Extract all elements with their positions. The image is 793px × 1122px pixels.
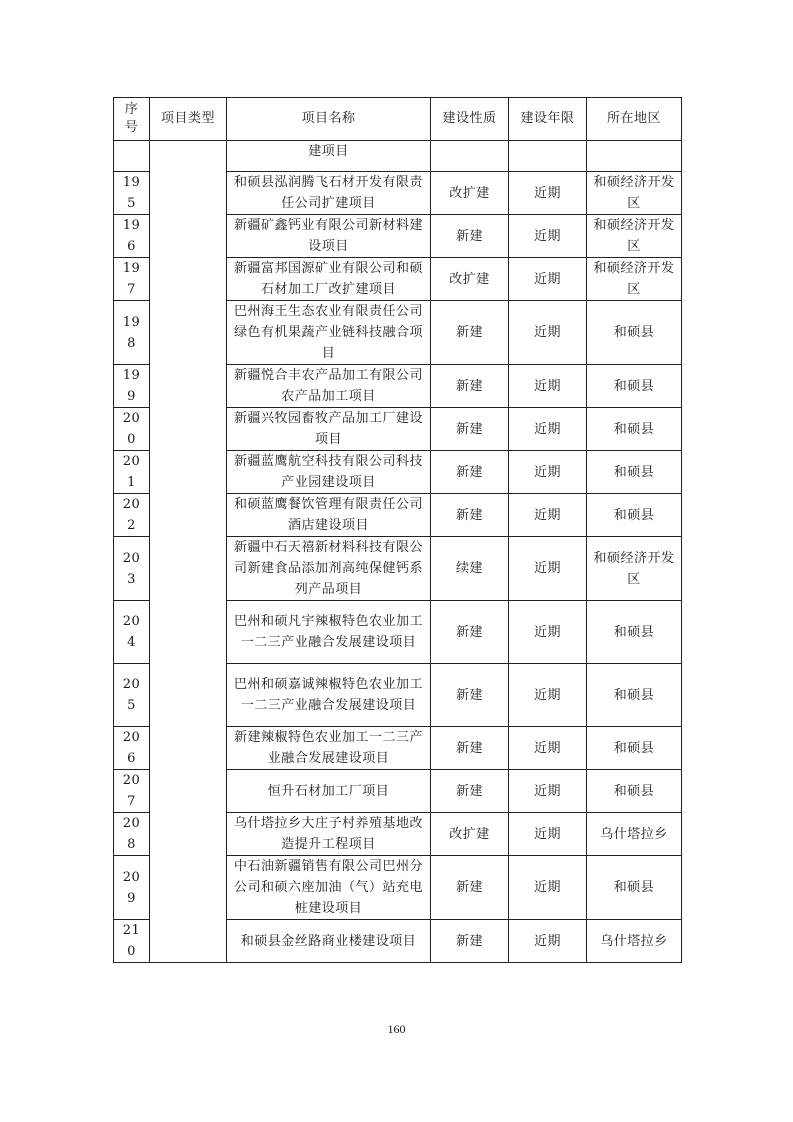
cell-seq: 196: [114, 215, 150, 258]
cell-name: 和硕蓝鹰餐饮管理有限责任公司酒店建设项目: [227, 494, 431, 537]
cell-term: 近期: [509, 365, 587, 408]
continued-row: [114, 141, 682, 172]
cell-region: 和硕经济开发区: [587, 172, 682, 215]
cell-seq: 201: [114, 451, 150, 494]
cell-nature: 新建: [431, 664, 509, 727]
cell-nature: [431, 141, 509, 172]
cell-term: 近期: [509, 172, 587, 215]
cell-region: 乌什塔拉乡: [587, 813, 682, 856]
cell-seq: 197: [114, 258, 150, 301]
header-nature: 建设性质: [431, 98, 509, 141]
cell-name: 新疆中石天禧新材料科技有限公司新建食品添加剂高纯保健钙系列产品项目: [227, 537, 431, 601]
header-region: 所在地区: [587, 98, 682, 141]
cell-term: 近期: [509, 408, 587, 451]
cell-name: 新疆矿鑫钙业有限公司新材料建设项目: [227, 215, 431, 258]
cell-region: 和硕县: [587, 601, 682, 664]
cell-nature: 新建: [431, 408, 509, 451]
cell-region: 和硕经济开发区: [587, 537, 682, 601]
header-type: 项目类型: [150, 98, 227, 141]
project-type-cell: [150, 141, 227, 963]
cell-nature: 新建: [431, 215, 509, 258]
cell-name: 新疆兴牧园畜牧产品加工厂建设项目: [227, 408, 431, 451]
cell-seq: 202: [114, 494, 150, 537]
cell-name: 新疆悦合丰农产品加工有限公司农产品加工项目: [227, 365, 431, 408]
cell-seq: 195: [114, 172, 150, 215]
cell-region: 和硕县: [587, 365, 682, 408]
cell-seq: 198: [114, 301, 150, 365]
cell-name: 新建辣椒特色农业加工一二三产业融合发展建设项目: [227, 727, 431, 770]
header-row: [114, 98, 682, 141]
cell-region: 和硕县: [587, 727, 682, 770]
cell-term: 近期: [509, 258, 587, 301]
cell-name: 巴州和硕嘉诚辣椒特色农业加工一二三产业融合发展建设项目: [227, 664, 431, 727]
cell-seq: 200: [114, 408, 150, 451]
cell-region: [587, 141, 682, 172]
cell-term: 近期: [509, 770, 587, 813]
cell-seq: 204: [114, 601, 150, 664]
cell-region: 和硕县: [587, 451, 682, 494]
cell-term: 近期: [509, 537, 587, 601]
cell-nature: 新建: [431, 770, 509, 813]
projects-table: [113, 97, 682, 963]
cell-nature: 新建: [431, 494, 509, 537]
cell-nature: 新建: [431, 301, 509, 365]
cell-nature: 新建: [431, 451, 509, 494]
cell-region: 和硕经济开发区: [587, 258, 682, 301]
cell-name: 巴州海王生态农业有限责任公司绿色有机果蔬产业链科技融合项目: [227, 301, 431, 365]
cell-term: [509, 141, 587, 172]
cell-term: 近期: [509, 451, 587, 494]
cell-seq: 206: [114, 727, 150, 770]
cell-nature: 新建: [431, 727, 509, 770]
cell-region: 和硕县: [587, 301, 682, 365]
cell-nature: 新建: [431, 601, 509, 664]
cell-seq: 207: [114, 770, 150, 813]
cell-region: 和硕县: [587, 664, 682, 727]
cell-seq: 209: [114, 856, 150, 920]
cell-seq: 208: [114, 813, 150, 856]
cell-term: 近期: [509, 920, 587, 963]
cell-region: 和硕经济开发区: [587, 215, 682, 258]
cell-term: 近期: [509, 813, 587, 856]
page-number: 160: [387, 1022, 406, 1036]
cell-name: 中石油新疆销售有限公司巴州分公司和硕六座加油（气）站充电桩建设项目: [227, 856, 431, 920]
table-body: [114, 141, 682, 963]
cell-term: 近期: [509, 664, 587, 727]
cell-region: 和硕县: [587, 408, 682, 451]
cell-seq: 205: [114, 664, 150, 727]
cell-nature: 改扩建: [431, 813, 509, 856]
cell-term: 近期: [509, 301, 587, 365]
cell-term: 近期: [509, 727, 587, 770]
header-term: 建设年限: [509, 98, 587, 141]
cell-region: 和硕县: [587, 494, 682, 537]
cell-nature: 续建: [431, 537, 509, 601]
cell-seq: 199: [114, 365, 150, 408]
cell-seq: [114, 141, 150, 172]
cell-nature: 新建: [431, 365, 509, 408]
cell-name: 新疆蓝鹰航空科技有限公司科技产业园建设项目: [227, 451, 431, 494]
cell-region: 乌什塔拉乡: [587, 920, 682, 963]
cell-name: 乌什塔拉乡大庄子村养殖基地改造提升工程项目: [227, 813, 431, 856]
cell-seq: 210: [114, 920, 150, 963]
header-seq: 序 号: [114, 98, 150, 141]
cell-name: 恒升石材加工厂项目: [227, 770, 431, 813]
cell-term: 近期: [509, 601, 587, 664]
cell-name: 巴州和硕凡宇辣椒特色农业加工一二三产业融合发展建设项目: [227, 601, 431, 664]
cell-nature: 新建: [431, 920, 509, 963]
cell-nature: 改扩建: [431, 172, 509, 215]
cell-region: 和硕县: [587, 856, 682, 920]
cell-term: 近期: [509, 494, 587, 537]
cell-name: 和硕县泓润腾飞石材开发有限责任公司扩建项目: [227, 172, 431, 215]
cell-seq: 203: [114, 537, 150, 601]
cell-name: 建项目: [227, 141, 431, 172]
cell-nature: 改扩建: [431, 258, 509, 301]
header-name: 项目名称: [227, 98, 431, 141]
cell-term: 近期: [509, 856, 587, 920]
cell-region: 和硕县: [587, 770, 682, 813]
cell-name: 和硕县金丝路商业楼建设项目: [227, 920, 431, 963]
cell-nature: 新建: [431, 856, 509, 920]
cell-term: 近期: [509, 215, 587, 258]
cell-name: 新疆富邦国源矿业有限公司和硕石材加工厂改扩建项目: [227, 258, 431, 301]
